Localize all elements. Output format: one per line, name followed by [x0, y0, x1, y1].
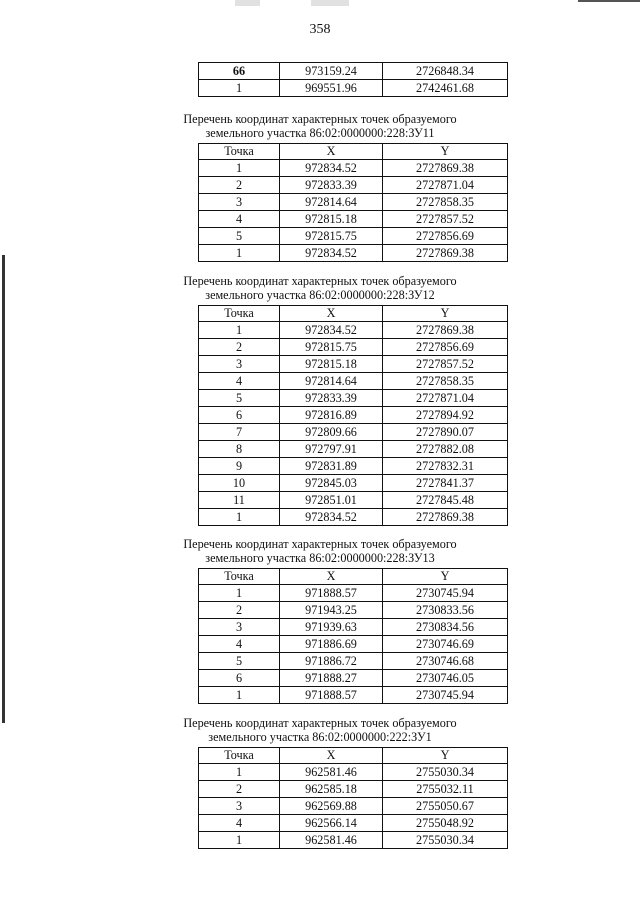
table-row — [199, 373, 508, 390]
table-row — [199, 390, 508, 407]
y-coordinate-cell: 2730746.69 — [383, 636, 508, 653]
x-coordinate-cell: 972815.75 — [280, 339, 383, 356]
point-cell: 5 — [199, 653, 280, 670]
y-coordinate-cell: 2730746.68 — [383, 653, 508, 670]
scan-artifact — [311, 0, 349, 6]
x-coordinate-cell: 972845.03 — [280, 475, 383, 492]
x-coordinate-cell: 972816.89 — [280, 407, 383, 424]
table-row — [199, 832, 508, 849]
table-row — [199, 194, 508, 211]
point-cell: 4 — [199, 636, 280, 653]
x-coordinate-cell: 962581.46 — [280, 832, 383, 849]
x-coordinate-cell: 962566.14 — [280, 815, 383, 832]
point-cell: 1 — [199, 832, 280, 849]
table-row — [199, 458, 508, 475]
column-header: Точка — [199, 144, 280, 160]
point-cell: 1 — [199, 322, 280, 339]
x-coordinate-cell: 972834.52 — [280, 509, 383, 526]
column-header: X — [280, 306, 383, 322]
table-row — [199, 424, 508, 441]
x-coordinate-cell: 972833.39 — [280, 177, 383, 194]
y-coordinate-cell: 2727858.35 — [383, 194, 508, 211]
y-coordinate-cell: 2755050.67 — [383, 798, 508, 815]
point-cell: 3 — [199, 798, 280, 815]
point-cell: 1 — [199, 245, 280, 262]
table-row — [199, 63, 508, 80]
y-coordinate-cell: 2727858.35 — [383, 373, 508, 390]
point-cell: 2 — [199, 177, 280, 194]
y-coordinate-cell: 2730745.94 — [383, 585, 508, 602]
x-coordinate-cell: 962585.18 — [280, 781, 383, 798]
coordinate-table-zu11 — [198, 143, 508, 262]
point-cell: 3 — [199, 619, 280, 636]
x-coordinate-cell: 971886.72 — [280, 653, 383, 670]
x-coordinate-cell: 971943.25 — [280, 602, 383, 619]
table-row — [199, 815, 508, 832]
table-row — [199, 339, 508, 356]
table-caption-zu11: Перечень координат характерных точек образуемого земельного участка 86:02:0000000:228:ЗУ11 — [183, 112, 457, 140]
y-coordinate-cell: 2727882.08 — [383, 441, 508, 458]
y-coordinate-cell: 2726848.34 — [383, 63, 508, 80]
y-coordinate-cell: 2727871.04 — [383, 177, 508, 194]
y-coordinate-cell: 2755048.92 — [383, 815, 508, 832]
x-coordinate-cell: 971888.57 — [280, 687, 383, 704]
x-coordinate-cell: 971939.63 — [280, 619, 383, 636]
point-cell: 2 — [199, 602, 280, 619]
point-cell: 66 — [199, 63, 280, 80]
x-coordinate-cell: 972815.75 — [280, 228, 383, 245]
y-coordinate-cell: 2755032.11 — [383, 781, 508, 798]
table-row — [199, 80, 508, 97]
table-row — [199, 322, 508, 339]
y-coordinate-cell: 2730833.56 — [383, 602, 508, 619]
x-coordinate-cell: 972797.91 — [280, 441, 383, 458]
coordinate-table-continued — [198, 62, 508, 97]
point-cell: 4 — [199, 211, 280, 228]
table-row — [199, 798, 508, 815]
point-cell: 1 — [199, 509, 280, 526]
column-header: Точка — [199, 748, 280, 764]
table-row — [199, 619, 508, 636]
column-header: Точка — [199, 306, 280, 322]
table-row — [199, 781, 508, 798]
column-header: Y — [383, 144, 508, 160]
table-row — [199, 670, 508, 687]
x-coordinate-cell: 971886.69 — [280, 636, 383, 653]
point-cell: 1 — [199, 585, 280, 602]
column-header: Точка — [199, 569, 280, 585]
x-coordinate-cell: 971888.57 — [280, 585, 383, 602]
table-row — [199, 441, 508, 458]
y-coordinate-cell: 2742461.68 — [383, 80, 508, 97]
y-coordinate-cell: 2727856.69 — [383, 228, 508, 245]
y-coordinate-cell: 2730746.05 — [383, 670, 508, 687]
y-coordinate-cell: 2755030.34 — [383, 832, 508, 849]
column-header: X — [280, 144, 383, 160]
table-header-row — [199, 306, 508, 322]
page-number: 358 — [309, 22, 331, 37]
y-coordinate-cell: 2727857.52 — [383, 211, 508, 228]
table-header-row — [199, 144, 508, 160]
table-row — [199, 407, 508, 424]
point-cell: 2 — [199, 781, 280, 798]
point-cell: 3 — [199, 356, 280, 373]
x-coordinate-cell: 972851.01 — [280, 492, 383, 509]
x-coordinate-cell: 972814.64 — [280, 194, 383, 211]
table-row — [199, 177, 508, 194]
table-row — [199, 245, 508, 262]
x-coordinate-cell: 962581.46 — [280, 764, 383, 781]
y-coordinate-cell: 2727869.38 — [383, 160, 508, 177]
x-coordinate-cell: 972833.39 — [280, 390, 383, 407]
y-coordinate-cell: 2727845.48 — [383, 492, 508, 509]
point-cell: 7 — [199, 424, 280, 441]
table-caption-zu1: Перечень координат характерных точек образуемого земельного участка 86:02:0000000:222:ЗУ1 — [183, 716, 457, 744]
point-cell: 4 — [199, 373, 280, 390]
y-coordinate-cell: 2730834.56 — [383, 619, 508, 636]
point-cell: 8 — [199, 441, 280, 458]
x-coordinate-cell: 972814.64 — [280, 373, 383, 390]
point-cell: 5 — [199, 390, 280, 407]
point-cell: 5 — [199, 228, 280, 245]
point-cell: 6 — [199, 670, 280, 687]
table-row — [199, 509, 508, 526]
x-coordinate-cell: 969551.96 — [280, 80, 383, 97]
x-coordinate-cell: 972834.52 — [280, 245, 383, 262]
table-row — [199, 492, 508, 509]
y-coordinate-cell: 2755030.34 — [383, 764, 508, 781]
point-cell: 9 — [199, 458, 280, 475]
table-row — [199, 356, 508, 373]
point-cell: 10 — [199, 475, 280, 492]
point-cell: 6 — [199, 407, 280, 424]
column-header: Y — [383, 748, 508, 764]
y-coordinate-cell: 2727871.04 — [383, 390, 508, 407]
x-coordinate-cell: 972809.66 — [280, 424, 383, 441]
y-coordinate-cell: 2730745.94 — [383, 687, 508, 704]
coordinate-table-zu1 — [198, 747, 508, 849]
table-row — [199, 602, 508, 619]
table-row — [199, 585, 508, 602]
x-coordinate-cell: 962569.88 — [280, 798, 383, 815]
table-row — [199, 636, 508, 653]
y-coordinate-cell: 2727869.38 — [383, 322, 508, 339]
point-cell: 4 — [199, 815, 280, 832]
y-coordinate-cell: 2727857.52 — [383, 356, 508, 373]
column-header: Y — [383, 306, 508, 322]
column-header: X — [280, 748, 383, 764]
y-coordinate-cell: 2727869.38 — [383, 509, 508, 526]
column-header: X — [280, 569, 383, 585]
scan-margin-line — [2, 255, 5, 723]
x-coordinate-cell: 972815.18 — [280, 211, 383, 228]
x-coordinate-cell: 973159.24 — [280, 63, 383, 80]
x-coordinate-cell: 972834.52 — [280, 322, 383, 339]
y-coordinate-cell: 2727894.92 — [383, 407, 508, 424]
table-row — [199, 475, 508, 492]
point-cell: 1 — [199, 80, 280, 97]
table-row — [199, 160, 508, 177]
table-row — [199, 228, 508, 245]
table-header-row — [199, 569, 508, 585]
scan-artifact — [235, 0, 260, 6]
x-coordinate-cell: 971888.27 — [280, 670, 383, 687]
column-header: Y — [383, 569, 508, 585]
point-cell: 1 — [199, 687, 280, 704]
x-coordinate-cell: 972834.52 — [280, 160, 383, 177]
x-coordinate-cell: 972831.89 — [280, 458, 383, 475]
table-row — [199, 653, 508, 670]
point-cell: 1 — [199, 160, 280, 177]
table-header-row — [199, 748, 508, 764]
table-row — [199, 687, 508, 704]
table-row — [199, 211, 508, 228]
point-cell: 11 — [199, 492, 280, 509]
point-cell: 3 — [199, 194, 280, 211]
coordinate-table-zu12 — [198, 305, 508, 526]
table-caption-zu13: Перечень координат характерных точек образуемого земельного участка 86:02:0000000:228:ЗУ13 — [183, 537, 457, 565]
y-coordinate-cell: 2727890.07 — [383, 424, 508, 441]
y-coordinate-cell: 2727869.38 — [383, 245, 508, 262]
y-coordinate-cell: 2727841.37 — [383, 475, 508, 492]
table-row — [199, 764, 508, 781]
scan-artifact — [578, 0, 640, 2]
table-caption-zu12: Перечень координат характерных точек образуемого земельного участка 86:02:0000000:228:ЗУ12 — [183, 274, 457, 302]
y-coordinate-cell: 2727856.69 — [383, 339, 508, 356]
point-cell: 2 — [199, 339, 280, 356]
point-cell: 1 — [199, 764, 280, 781]
y-coordinate-cell: 2727832.31 — [383, 458, 508, 475]
coordinate-table-zu13 — [198, 568, 508, 704]
x-coordinate-cell: 972815.18 — [280, 356, 383, 373]
